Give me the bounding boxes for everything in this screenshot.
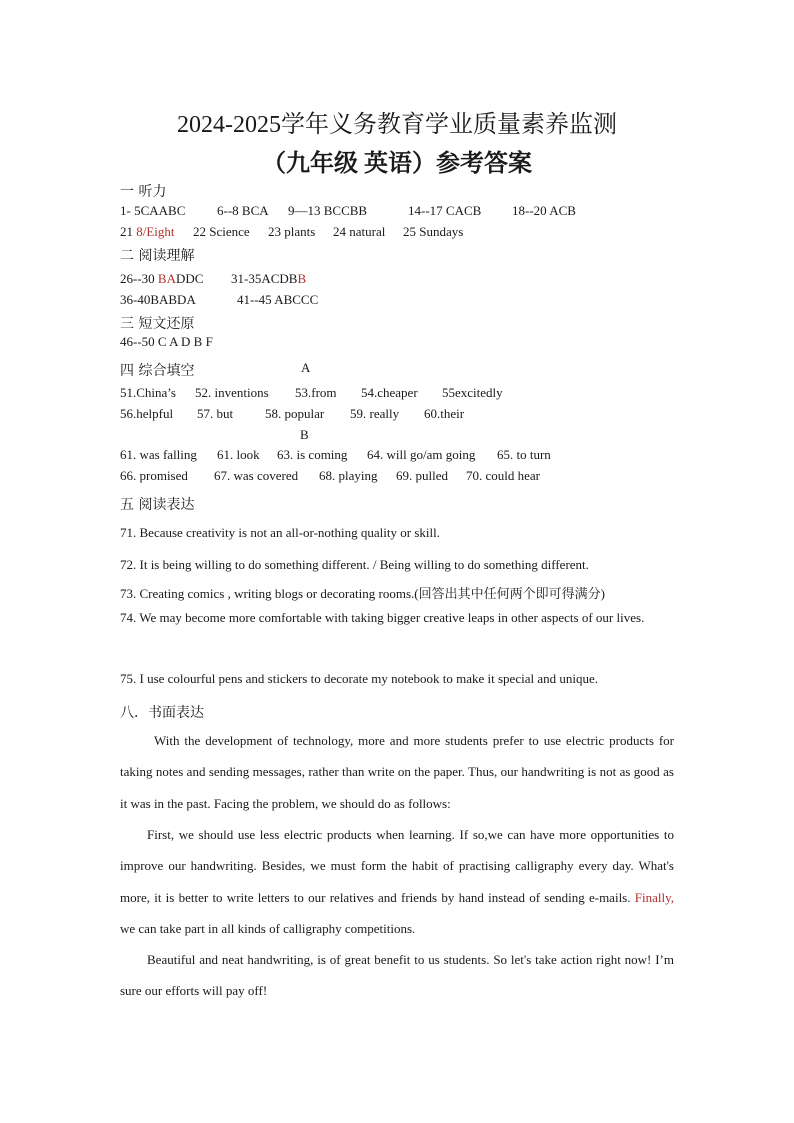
answer-72: 72. It is being willing to do something different. / Being willing to do something different. bbox=[120, 557, 589, 572]
answer-item: 55excitedly bbox=[442, 385, 503, 400]
answer-highlight: BA bbox=[157, 271, 176, 286]
answer-group bbox=[120, 271, 203, 287]
section-writing-heading: 八．书面表达 bbox=[120, 705, 204, 721]
answer-number: 21 bbox=[120, 224, 133, 239]
answer-item: 58. popular bbox=[265, 406, 325, 421]
answer-item: 63. is coming bbox=[277, 447, 348, 462]
answer-item: 25 Sundays bbox=[403, 224, 464, 239]
answer-71: 71. Because creativity is not an all-or-nothing quality or skill. bbox=[120, 525, 440, 540]
document-title: 2024-2025学年义务教育学业质量素养监测 bbox=[177, 112, 617, 138]
answer-item: 64. will go/am going bbox=[367, 447, 476, 462]
section-reading-heading: 二 阅读理解 bbox=[120, 248, 195, 264]
answer-item: 56.helpful bbox=[120, 406, 174, 421]
answer-highlight: B bbox=[297, 271, 307, 286]
part-b-label: B bbox=[300, 427, 309, 442]
part-a-label: A bbox=[301, 360, 311, 375]
answer-group: 1- 5CAABC bbox=[120, 203, 186, 218]
answer-group: 41--45 ABCCC bbox=[237, 292, 319, 307]
answer-text: 31-35ACDB bbox=[231, 271, 298, 286]
answer-highlight: 8/Eight bbox=[136, 224, 175, 239]
answer-text: 26--30 bbox=[120, 271, 158, 286]
answer-text: DDC bbox=[175, 271, 204, 286]
answer-item: 70. could hear bbox=[466, 468, 541, 483]
answer-item: 53.from bbox=[295, 385, 337, 400]
section-reading-expression-heading: 五 阅读表达 bbox=[120, 497, 195, 513]
answer-group bbox=[231, 271, 306, 287]
essay-text: First, we should use less electric products when learning. If so,we can have more opportunities to improve our handwriting. Besides, we must form the habit of practising calligraphy every day. What's more, it is better to write letters to our relatives and friends by hand instead of sending e-mails. bbox=[120, 827, 674, 905]
essay-paragraph-2 bbox=[120, 819, 674, 944]
answer-75: 75. I use colourful pens and stickers to decorate my notebook to make it special and unique. bbox=[120, 671, 598, 686]
answer-item: 69. pulled bbox=[396, 468, 448, 483]
section-sentence-restore-heading: 三 短文还原 bbox=[120, 316, 195, 332]
answer-item: 65. to turn bbox=[497, 447, 551, 462]
section-cloze-heading: 四 综合填空 bbox=[120, 363, 195, 379]
answer-item: 24 natural bbox=[333, 224, 386, 239]
answer-group: 9—13 BCCBB bbox=[288, 203, 368, 218]
answer-item: 67. was covered bbox=[214, 468, 299, 483]
answer-74: 74. We may become more comfortable with taking bigger creative leaps in other aspects of our lives. bbox=[120, 610, 645, 625]
essay-highlight: Finally, bbox=[634, 889, 674, 905]
answer-group: 46--50 C A D B F bbox=[120, 334, 213, 349]
essay-text: we can take part in all kinds of calligraphy competitions. bbox=[120, 920, 416, 936]
answer-item: 23 plants bbox=[268, 224, 316, 239]
answer-item: 59. really bbox=[350, 406, 400, 421]
answer-item: 52. inventions bbox=[195, 385, 269, 400]
answer-group: 36-40BABDA bbox=[120, 292, 196, 307]
essay-paragraph-3: Beautiful and neat handwriting, is of great benefit to us students. So let's take action right now! I’m sure our efforts will pay off! bbox=[120, 952, 674, 999]
answer-item: 61. look bbox=[217, 447, 260, 462]
answer-item: 61. was falling bbox=[120, 447, 197, 462]
answer-item: 66. promised bbox=[120, 468, 188, 483]
answer-item: 51.China’s bbox=[120, 385, 176, 400]
answer-group: 14--17 CACB bbox=[408, 203, 482, 218]
answer-item: 68. playing bbox=[319, 468, 378, 483]
answer-group: 18--20 ACB bbox=[512, 203, 576, 218]
answer-73: 73. Creating comics , writing blogs or decorating rooms.(回答出其中任何两个即可得满分) bbox=[120, 586, 605, 601]
essay-paragraph-1: With the development of technology, more and more students prefer to use electric products for taking notes and sending messages, rather than write on the paper. Thus, our handwriting is not as good as it was in the past. Facing the problem, we should do as follows: bbox=[120, 733, 674, 811]
answer-group: 6--8 BCA bbox=[217, 203, 269, 218]
document-subtitle: （九年级 英语）参考答案 bbox=[262, 151, 532, 177]
answer-item: 57. but bbox=[197, 406, 234, 421]
section-listening-heading: 一 听力 bbox=[120, 184, 167, 200]
answer-item: 22 Science bbox=[193, 224, 250, 239]
answer-item: 60.their bbox=[424, 406, 465, 421]
answer-item: 54.cheaper bbox=[361, 385, 418, 400]
answer-line bbox=[120, 224, 175, 240]
